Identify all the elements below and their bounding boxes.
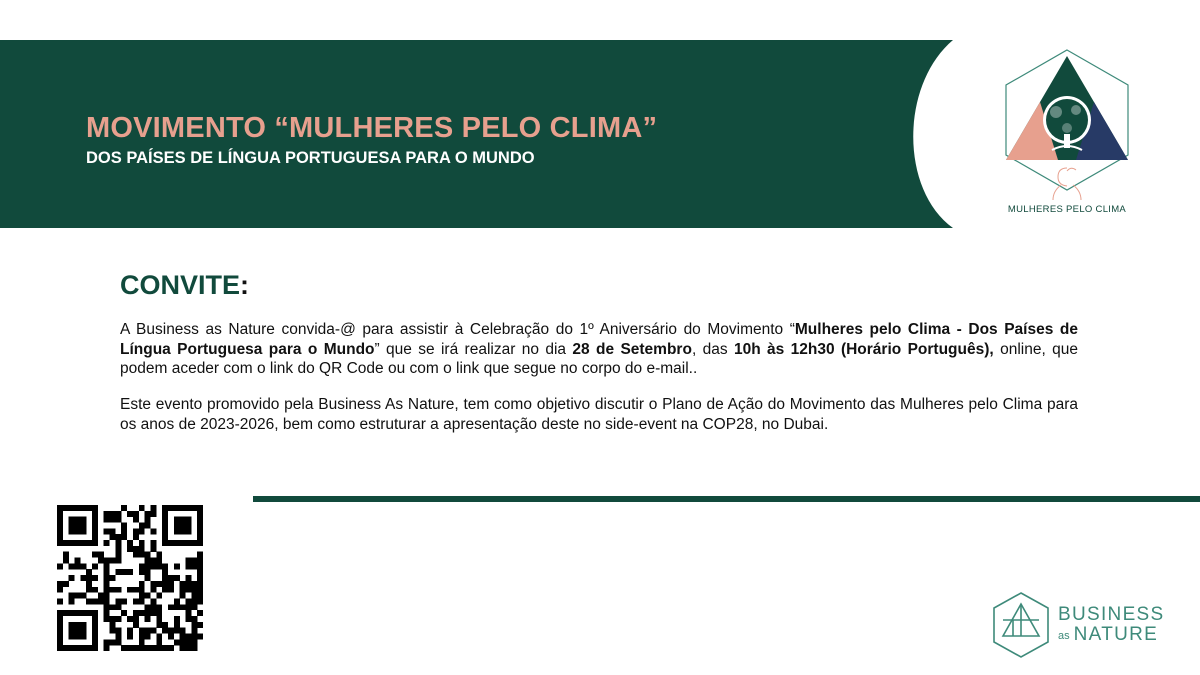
page-title: MOVIMENTO “MULHERES PELO CLIMA”	[86, 112, 658, 144]
invitation-heading-text: CONVITE	[120, 270, 241, 300]
invitation-heading	[120, 270, 249, 301]
p1-text-2: ” que se irá realizar no dia	[374, 340, 573, 358]
brand-line-business: BUSINESS	[1058, 604, 1165, 625]
p1-event-time: 10h às 12h30 (Horário Português),	[733, 340, 994, 358]
logo-caption: MULHERES PELO CLIMA	[1007, 204, 1127, 215]
p1-text-4: online, que podem aceder com o link do QR Code ou com o link que segue no corpo do e-mail..	[120, 340, 1078, 377]
brand-word-as: as	[1058, 630, 1070, 642]
invitation-paragraph-2: Este evento promovido pela Business As Nature, tem como objetivo discutir o Plano de Ação do Movimento das Mulheres pelo Clima para os anos de 2023-2026, bem como estruturar a apresentação deste no side-event na COP28, no Dubai.	[120, 396, 1078, 433]
p1-event-date: 28 de Setembro	[572, 340, 692, 358]
invitation-paragraph-1	[120, 320, 1078, 379]
p1-text-1: A Business as Nature convida-@ para assistir à Celebração do 1º Aniversário do Movimento “	[120, 321, 795, 338]
brand-word-nature: NATURE	[1073, 624, 1159, 645]
tree-triangle-hexagon-logo	[1000, 46, 1134, 206]
business-as-nature-wordmark	[1058, 605, 1165, 646]
qr-code[interactable]	[57, 505, 203, 651]
business-as-nature-hexagon-logo	[990, 590, 1052, 660]
p1-event-name: Mulheres pelo Clima - Dos Países de Língua Portuguesa para o Mundo	[120, 321, 1078, 358]
brand-line-nature	[1058, 625, 1165, 646]
invitation-heading-colon: :	[240, 270, 250, 300]
p1-text-3: , das	[691, 340, 734, 358]
page-subtitle: DOS PAÍSES DE LÍNGUA PORTUGUESA PARA O MUNDO	[86, 149, 535, 167]
divider-rule	[253, 496, 1200, 502]
